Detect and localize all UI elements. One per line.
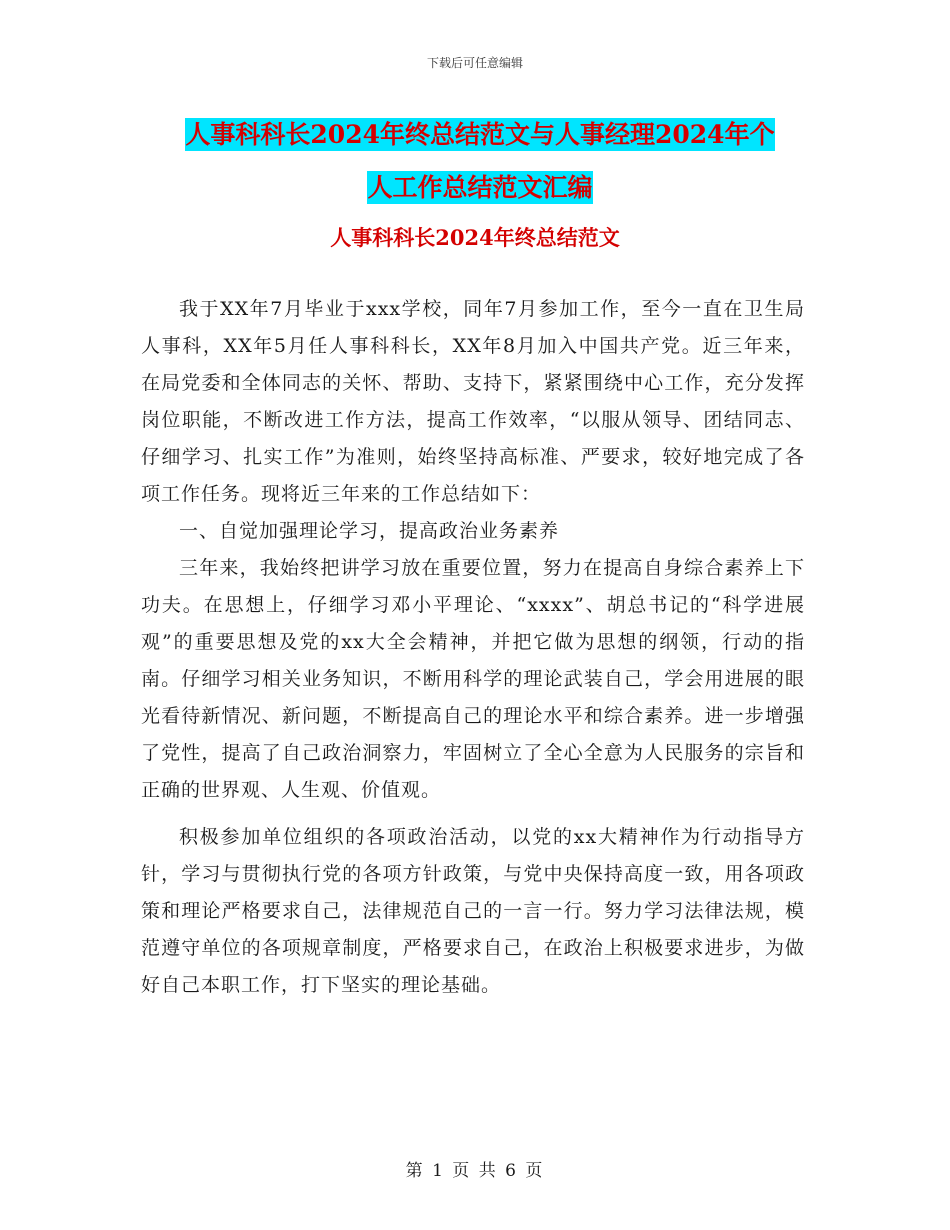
title-line-1: 人事科科长2024年终总结范文与人事经理2024年个 xyxy=(185,120,775,149)
header-note: 下载后可任意编辑 xyxy=(426,56,523,70)
paragraph-heading-1: 一、自觉加强理论学习，提高政治业务素养 xyxy=(179,520,560,542)
body-text xyxy=(141,291,805,1004)
page-footer: 第 1 页 共 6 页 xyxy=(405,1161,545,1181)
paragraph-intro: 我于XX年7月毕业于xxx学校，同年7月参加工作，至今一直在卫生局人事科，XX年5月任人事科科长，XX年8月加入中国共产党。近三年来，在局党委和全体同志的关怀、帮助、支持下，紧紧围绕中心工作，充分发挥岗位职能，不断改进工作方法，提高工作效率，“以服从领导、团结同志、仔细学习、扎实工作”为准则，始终坚持高标准、严要求，较好地完成了各项工作任务。现将近三年来的工作总结如下： xyxy=(141,298,805,505)
paragraph-activities: 积极参加单位组织的各项政治活动，以党的xx大精神作为行动指导方针，学习与贯彻执行党的各项方针政策，与党中央保持高度一致，用各项政策和理论严格要求自己，法律规范自己的一言一行。努力学习法律法规，模范遵守单位的各项规章制度，严格要求自己，在政治上积极要求进步，为做好自己本职工作，打下坚实的理论基础。 xyxy=(141,826,805,996)
section-title: 人事科科长2024年终总结范文 xyxy=(330,225,620,250)
paragraph-study: 三年来，我始终把讲学习放在重要位置，努力在提高自身综合素养上下功夫。在思想上，仔细学习邓小平理论、“xxxx”、胡总书记的“科学进展观”的重要思想及党的xx大全会精神，并把它做为思想的纲领，行动的指南。仔细学习相关业务知识，不断用科学的理论武装自己，学会用进展的眼光看待新情况、新问题，不断提高自己的理论水平和综合素养。进一步增强了党性，提高了自己政治洞察力，牢固树立了全心全意为人民服务的宗旨和正确的世界观、人生观、价值观。 xyxy=(141,557,805,801)
title-line-2: 人工作总结范文汇编 xyxy=(367,173,593,202)
document-title xyxy=(150,108,810,214)
